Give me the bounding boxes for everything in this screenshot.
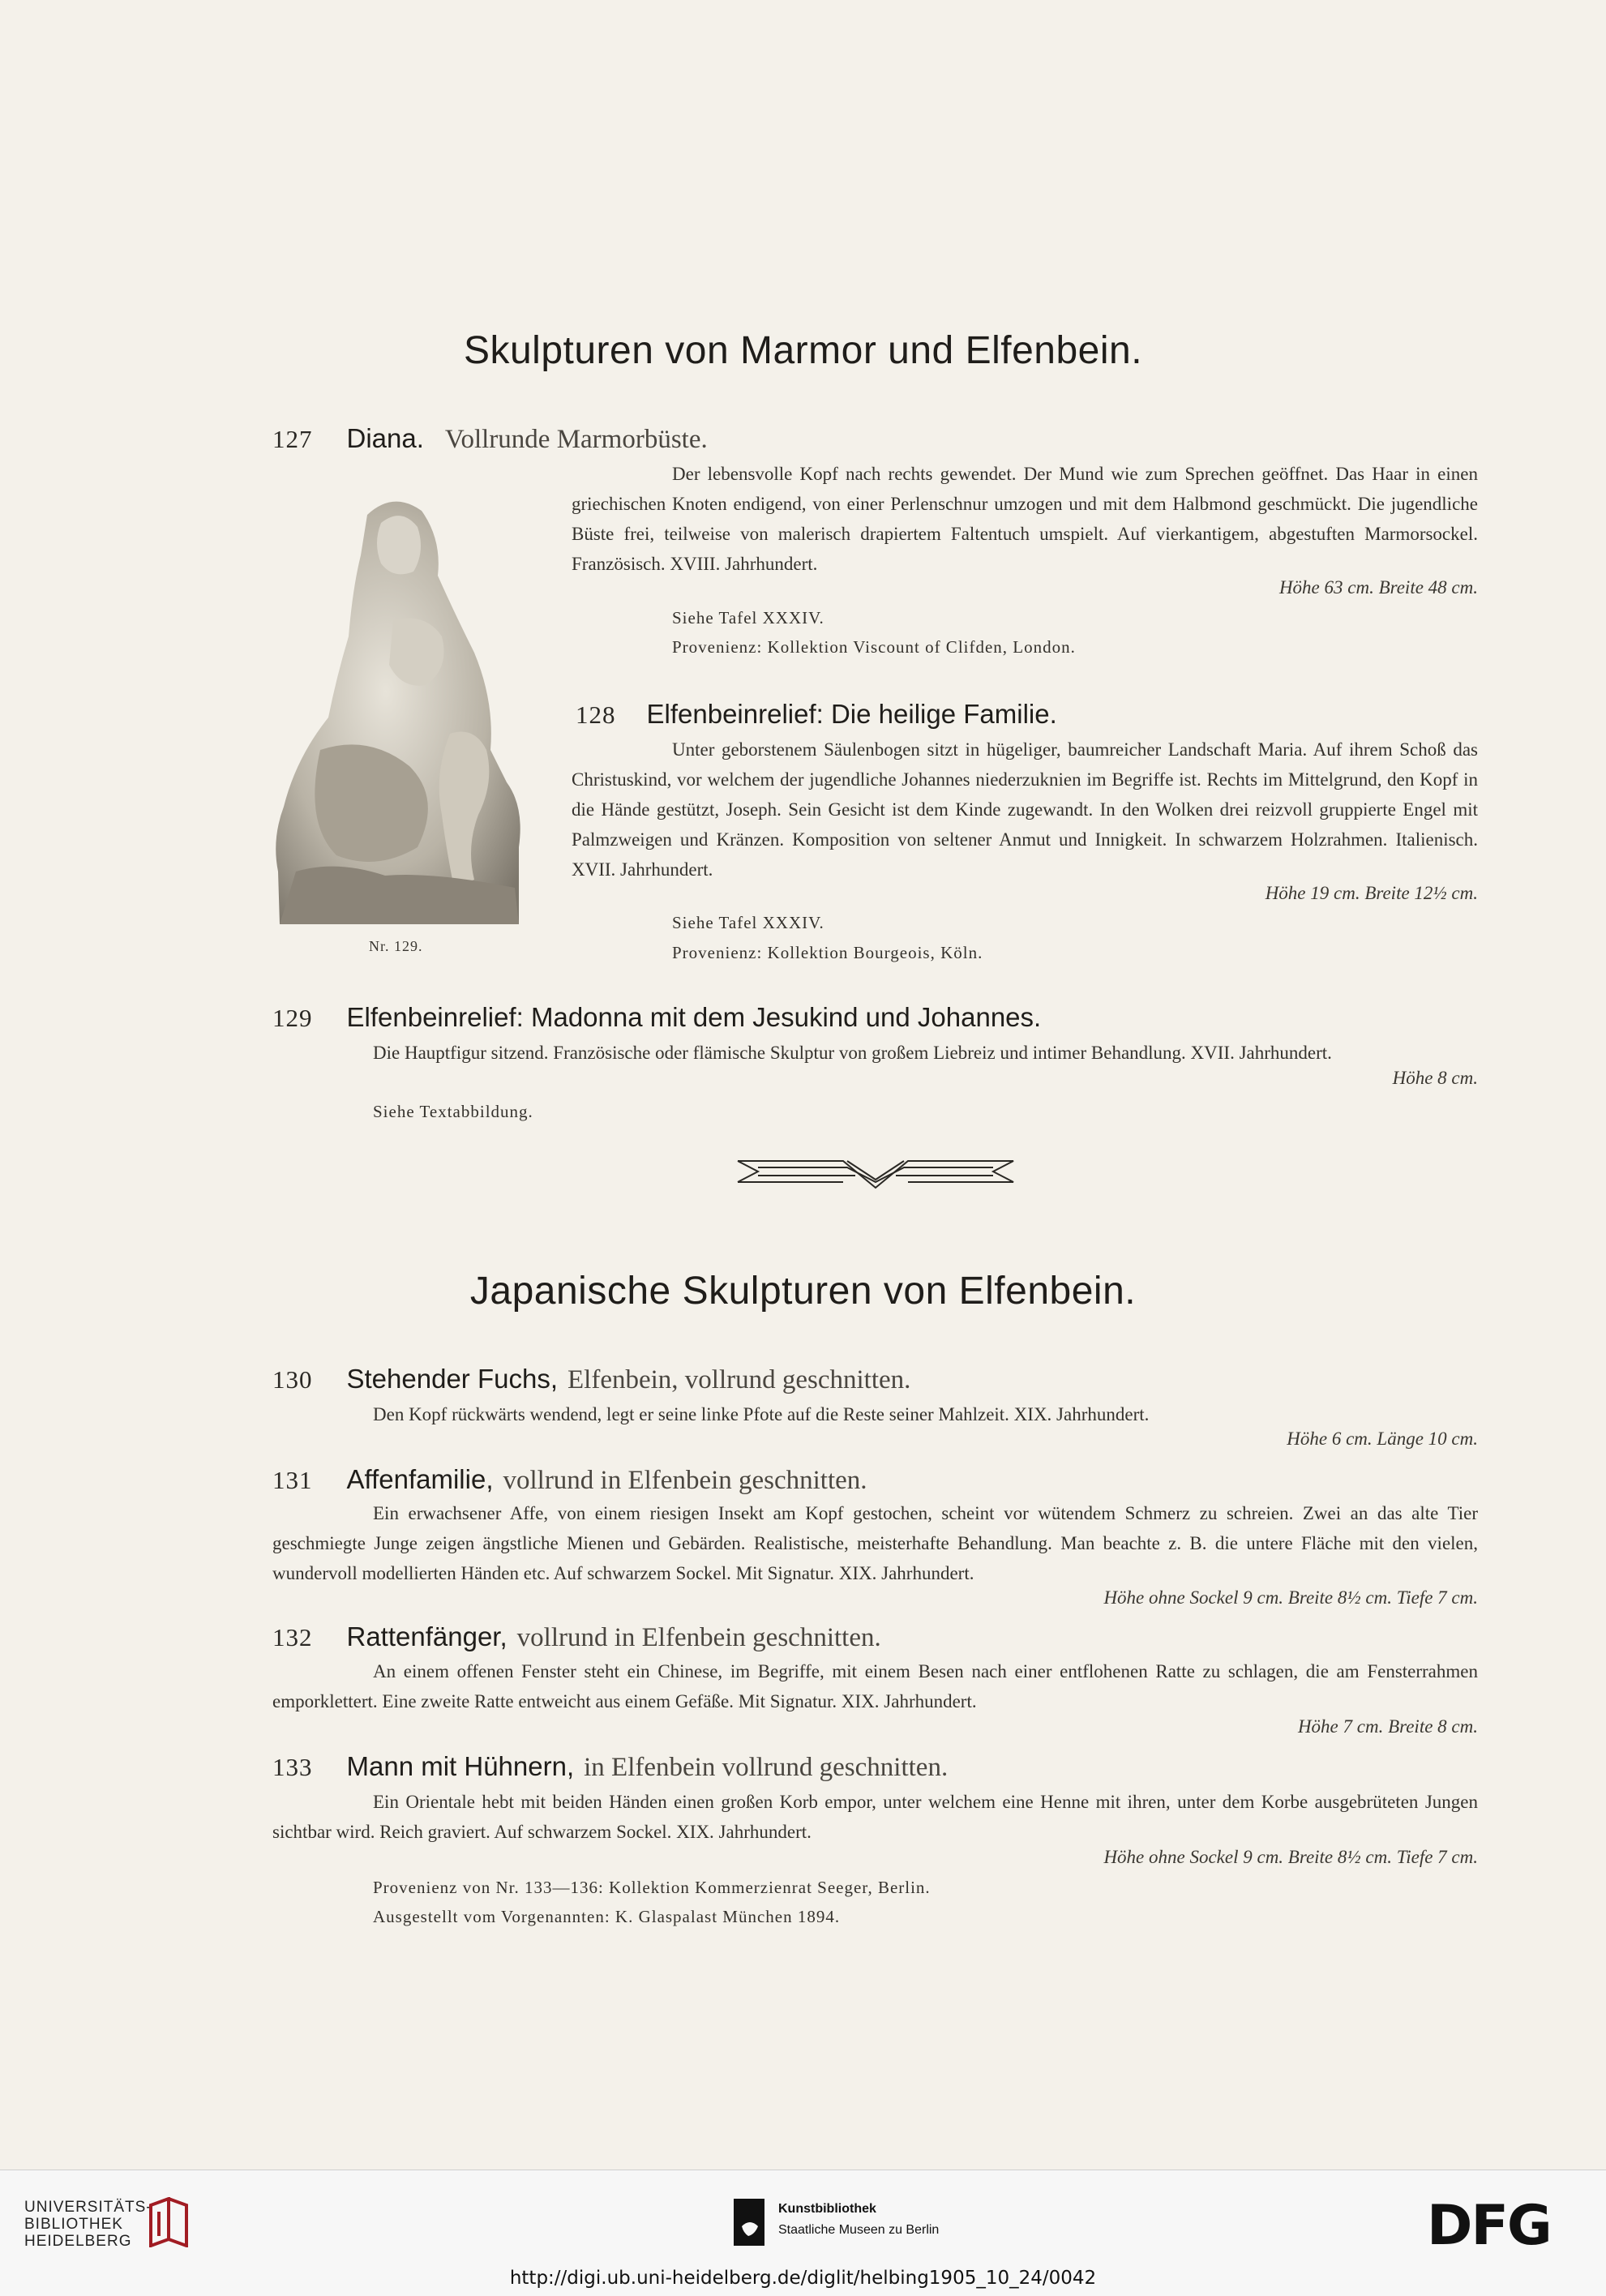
entry-title: Elfenbeinrelief: Madonna mit dem Jesukind und Johannes. <box>346 1002 1042 1032</box>
logo-line: UNIVERSITÄTS- <box>24 2199 152 2216</box>
entry-130-measure: Höhe 6 cm. Länge 10 cm. <box>1287 1429 1478 1449</box>
entry-title: Stehender Fuchs, <box>346 1364 558 1394</box>
entry-131-description: Ein erwachsener Affe, von einem riesigen Insekt am Kopf gestochen, scheint vor wütendem Schmerz zu schreien. Zwei an das alte Tier geschmiegte Junge zeigen ängstliche Mienen und Gebärden. Realistische, meisterhafte Behandlung. Man beachte z. B. die untere Fläche mit den vielen, wundervoll modellierten Händen etc. Auf schwarzem Sockel. Mit Signatur. XIX. Jahrhundert. <box>272 1503 1478 1583</box>
entry-133-note-exhibited: Ausgestellt vom Vorgenannten: K. Glaspalast München 1894. <box>373 1907 841 1926</box>
entry-127-heading <box>272 423 708 455</box>
entry-128-measure: Höhe 19 cm. Breite 12½ cm. <box>1265 883 1478 903</box>
entry-title: Diana. <box>346 423 424 453</box>
entry-129-measure: Höhe 8 cm. <box>1392 1068 1478 1088</box>
entry-title: Mann mit Hühnern, <box>346 1751 575 1781</box>
entry-131-measure: Höhe ohne Sockel 9 cm. Breite 8½ cm. Tiefe 7 cm. <box>1103 1587 1478 1608</box>
entry-subtitle: Vollrunde Marmorbüste. <box>444 425 708 454</box>
entry-127-note-provenance: Provenienz: Kollektion Viscount of Clifden, London. <box>672 637 1076 657</box>
entry-130-description: Den Kopf rückwärts wendend, legt er seine linke Pfote auf die Reste seiner Mahlzeit. XIX. Jahrhundert. <box>373 1404 1150 1424</box>
logo-line: BIBLIOTHEK <box>24 2216 123 2233</box>
entry-subtitle: in Elfenbein vollrund geschnitten. <box>584 1753 949 1782</box>
entry-132-description: An einem offenen Fenster steht ein Chinese, im Begriffe, mit einem Besen nach einer entflohenen Ratte zu schlagen, die am Fensterrahmen emporklettert. Eine zweite Ratte entweicht aus einem Gefäße. Mit Signatur. XIX. Jahrhundert. <box>272 1661 1478 1711</box>
entry-128-note-provenance: Provenienz: Kollektion Bourgeois, Köln. <box>672 943 983 962</box>
figure-caption: Nr. 129. <box>369 938 423 954</box>
entry-title: Affenfamilie, <box>346 1464 494 1494</box>
entry-number: 133 <box>272 1753 313 1781</box>
kunstbibliothek-title: Kunstbibliothek <box>778 2202 876 2216</box>
entry-number: 129 <box>272 1004 313 1032</box>
entry-132-measure: Höhe 7 cm. Breite 8 cm. <box>1297 1716 1478 1737</box>
logo-line: HEIDELBERG <box>24 2233 132 2250</box>
entry-133-measure: Höhe ohne Sockel 9 cm. Breite 8½ cm. Tiefe 7 cm. <box>1103 1847 1478 1867</box>
entry-subtitle: vollrund in Elfenbein geschnitten. <box>503 1466 867 1495</box>
entry-127-measure: Höhe 63 cm. Breite 48 cm. <box>1278 577 1478 598</box>
entry-129-note: Siehe Textabbildung. <box>373 1102 533 1121</box>
entry-129-heading <box>272 1002 1041 1033</box>
entry-number: 131 <box>272 1466 313 1494</box>
entry-127-note-plate: Siehe Tafel XXXIV. <box>672 608 824 628</box>
entry-title: Elfenbeinrelief: Die heilige Familie. <box>646 699 1057 729</box>
madonna-relief-illustration <box>272 490 525 924</box>
entry-127-description: Der lebensvolle Kopf nach rechts gewendet. Der Mund wie zum Sprechen geöffnet. Das Haar in einen griechischen Knoten endigend, von einer Perlenschnur umzogen und mit dem Halbmond geschmückt. Die jugendliche Büste frei, teilweise von malerisch drapiertem Faltentuch umspielt. Auf vierkantigem, abgestuften Marmorsockel. Französisch. XVIII. Jahrhundert. <box>572 464 1478 574</box>
entry-number: 132 <box>272 1623 313 1651</box>
section-title-marble: Skulpturen von Marmor und Elfenbein. <box>463 329 1143 372</box>
kunstbibliothek-subtitle: Staatliche Museen zu Berlin <box>778 2223 940 2237</box>
footer-bar <box>0 2170 1606 2296</box>
entry-133-heading <box>272 1751 948 1783</box>
source-url-link[interactable]: http://digi.ub.uni-heidelberg.de/diglit/helbing1905_10_24/0042 <box>509 2268 1097 2289</box>
entry-number: 130 <box>272 1365 313 1394</box>
heidelberg-logo-text[interactable] <box>24 2199 152 2250</box>
entry-132-heading <box>272 1621 881 1653</box>
dfg-logo[interactable]: DFG <box>1427 2194 1551 2258</box>
heidelberg-logo-icon <box>144 2197 191 2247</box>
entry-number: 127 <box>272 425 313 453</box>
ornament-divider <box>734 1151 1017 1192</box>
entry-title: Rattenfänger, <box>346 1621 507 1651</box>
section-title-japanese: Japanische Skulpturen von Elfenbein. <box>469 1270 1137 1313</box>
entry-subtitle: Elfenbein, vollrund geschnitten. <box>567 1365 911 1394</box>
entry-131-heading <box>272 1464 867 1496</box>
entry-133-description: Ein Orientale hebt mit beiden Händen einen großen Korb empor, unter welchem eine Henne mit ihren, unter dem Korbe ausgebrüteten Jungen sichtbar wird. Reich graviert. Auf schwarzem Sockel. XIX. Jahrhundert. <box>272 1792 1478 1842</box>
entry-subtitle: vollrund in Elfenbein geschnitten. <box>516 1623 881 1652</box>
entry-133-note-provenance: Provenienz von Nr. 133—136: Kollektion Kommerzienrat Seeger, Berlin. <box>373 1878 931 1897</box>
entry-128-note-plate: Siehe Tafel XXXIV. <box>672 913 824 932</box>
entry-130-heading <box>272 1364 910 1395</box>
entry-128-description: Unter geborstenem Säulenbogen sitzt in hügeliger, baumreicher Landschaft Maria. Auf ihrem Schoß das Christuskind, vor welchem der jugendliche Johannes niederzuknien im Begriffe ist. Rechts im Mittelgrund, den Kopf in die Hände gestützt, Joseph. Sein Gesicht ist dem Kinde zugewandt. In den Wolken drei reizvoll gruppierte Engel mit Palmzweigen und Kränzen. Komposition von seltener Anmut und Innigkeit. In schwarzem Holzrahmen. Italienisch. XVII. Jahrhundert. <box>572 739 1478 880</box>
entry-number: 128 <box>576 700 616 729</box>
entry-129-description: Die Hauptfigur sitzend. Französische oder flämische Skulptur von großem Liebreiz und intimer Behandlung. XVII. Jahrhundert. <box>373 1043 1332 1063</box>
entry-128-heading <box>576 699 1057 730</box>
kunstbibliothek-logo-icon <box>734 2199 764 2246</box>
